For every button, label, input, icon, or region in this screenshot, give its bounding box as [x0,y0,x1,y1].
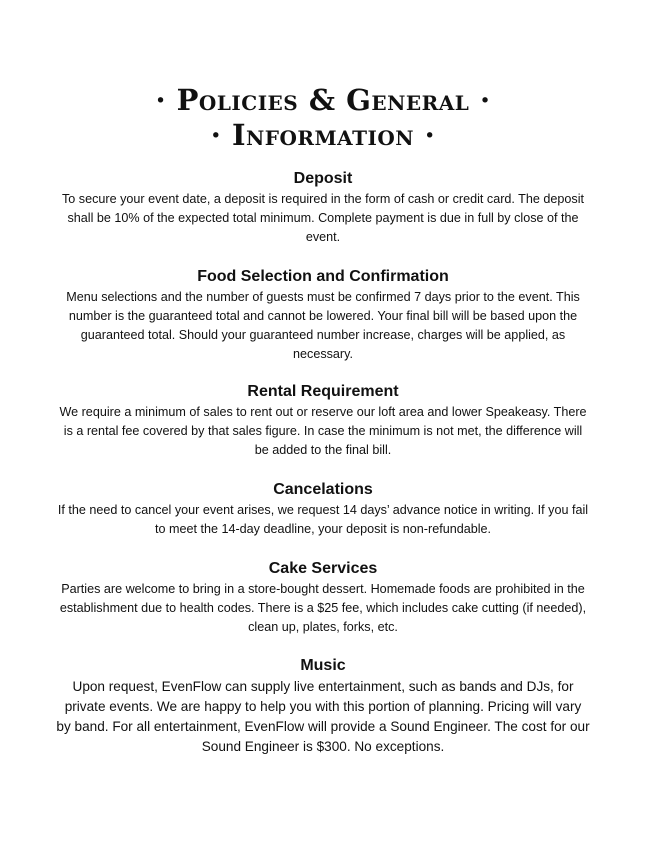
section-heading-cancelations: Cancelations [273,481,373,498]
page-title [0,83,646,153]
page-title-line-1: · Policies & General · [155,83,491,118]
page-title-line-2: · Information · [210,118,436,153]
section-heading-rental-requirement: Rental Requirement [247,383,399,400]
section-music [56,655,590,757]
section-body-music: Upon request, EvenFlow can supply live entertainment, such as bands and DJs, for private events. We are happy to help you with this portion of planning. Pricing will vary by band. For all entertainment, EvenFlow will provide a Sound Engineer. The cost for our Sound Engineer is $300. No exceptions. [56,679,590,754]
section-body-cancelations: If the need to cancel your event arises, we request 14 days’ advance notice in writing. If you fail to meet the 14-day deadline, your deposit is non-refundable. [57,503,589,536]
section-deposit [56,168,590,247]
section-body-food-selection: Menu selections and the number of guests must be confirmed 7 days prior to the event. This number is the guaranteed total and cannot be lowered. Your final bill will be based upon the guaranteed total. Should your guaranteed number increase, charges will be applied, as necessary. [66,290,580,361]
section-cake-services [56,558,590,637]
section-heading-music: Music [300,657,346,674]
section-body-deposit: To secure your event date, a deposit is required in the form of cash or credit card. The deposit shall be 10% of the expected total minimum. Complete payment is due in full by close of the event. [62,192,584,244]
section-body-rental-requirement: We require a minimum of sales to rent out or reserve our loft area and lower Speakeasy. There is a rental fee covered by that sales figure. In case the minimum is not met, the difference will be added to the final bill. [59,405,587,457]
section-rental-requirement [56,381,590,460]
section-body-cake-services: Parties are welcome to bring in a store-bought dessert. Homemade foods are prohibited in the establishment due to health codes. There is a $25 fee, which includes cake cutting (if needed), clean up, plates, forks, etc. [59,582,587,634]
section-food-selection [56,266,590,364]
section-heading-cake-services: Cake Services [268,560,378,577]
section-cancelations [56,479,590,539]
section-heading-food-selection: Food Selection and Confirmation [197,268,449,285]
section-heading-deposit: Deposit [293,170,353,187]
